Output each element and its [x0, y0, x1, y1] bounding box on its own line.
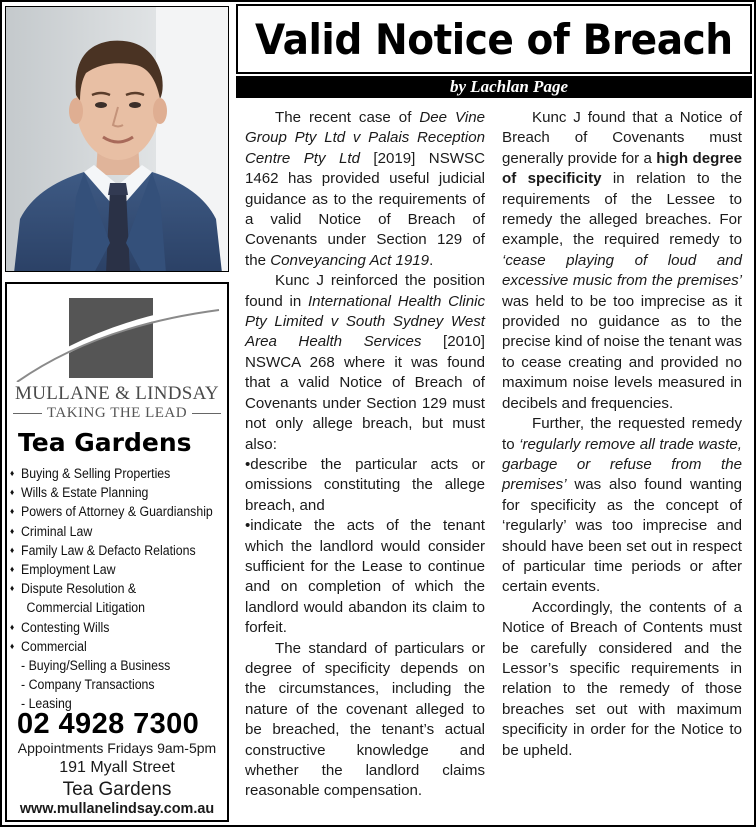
appointment-hours: Appointments Fridays 9am-5pm — [17, 740, 217, 756]
service-item: ♦ Powers of Attorney & Guardianship — [10, 502, 209, 521]
services-list — [10, 464, 226, 714]
tagline-rule-right — [192, 413, 221, 414]
service-item: ♦ Family Law & Defacto Relations — [10, 541, 209, 560]
firm-logo-icon — [7, 292, 227, 382]
case-citation: International Health Clinic Pty Limited v South Sydney West Area Health Services — [245, 292, 485, 351]
town-name: Tea Gardens — [62, 779, 172, 800]
paragraph-4: Kunc J found that a Notice of Breach of Covenants must generally provide for a high degree of specificity in relation to the requirements of the Lessee to remedy the alleged breaches. For example, the required remedy to ‘cease playing of loud and excessive music from the premises’ was held to be too imprecise as it provided no guidance as to the precise kind of noise the tenant was to cease creating and provided no maximum noise levels measured in decibels and frequencies. — [502, 109, 742, 412]
diamond-bullet-icon: ♦ — [10, 640, 15, 651]
paragraph-3: The standard of particulars or degree of specificity depends on the circumstances, including the nature of the covenant alleged to be breached, the tenant’s actual constructive knowledge and whether the landlord claims reasonable compensation. — [245, 639, 485, 800]
article-column-1 — [245, 108, 485, 802]
service-item: ♦ Employment Law — [10, 560, 209, 579]
service-item: ♦ Buying & Selling Properties — [10, 464, 209, 483]
street-address: 191 Myall Street — [59, 759, 175, 776]
author-photo — [5, 6, 229, 272]
headline-box — [236, 4, 752, 74]
service-item: ♦ Wills & Estate Planning — [10, 483, 209, 502]
diamond-bullet-icon: ♦ — [10, 487, 15, 498]
tagline-rule-left — [13, 413, 42, 414]
service-item: ♦ Criminal Law — [10, 522, 209, 541]
paragraph-1: The recent case of Dee Vine Group Pty Ltd v Palais Reception Centre Pty Ltd [2019] NSWSC 1462 has provided useful judicial guidance as to the requirements of a valid Notice of Breach of Covenants under Section 129 of the Conveyancing Act 1919. — [245, 109, 485, 269]
diamond-bullet-icon: ♦ — [10, 525, 15, 536]
quoted-remedy: ‘cease playing of loud and excessive music from the premises’ — [502, 251, 742, 290]
diamond-bullet-icon: ♦ — [10, 506, 15, 517]
service-item: ♦ Contesting Wills — [10, 618, 209, 637]
quoted-remedy: ‘regularly remove all trade waste, garbage or refuse from the premises’ — [502, 435, 742, 494]
bullet-dot-icon: • — [245, 517, 251, 535]
paragraph-6: Accordingly, the contents of a Notice of Breach of Contents must be carefully considered and the Lessor’s specific requirements in relation to the remedy of those breaches set out with maximum specificity in order for the Notice to be upheld. — [502, 598, 742, 759]
emphasis-bold: high degree of specificity — [502, 149, 742, 188]
website-url: www.mullanelindsay.com.au — [19, 801, 215, 817]
diamond-bullet-icon: ♦ — [10, 621, 15, 632]
diamond-bullet-icon: ♦ — [10, 583, 15, 594]
office-location-heading: Tea Gardens — [18, 428, 192, 457]
byline-bar — [236, 76, 752, 98]
paragraph-5: Further, the requested remedy to ‘regularly remove all trade waste, garbage or refuse from the premises’ was also found wanting for specificity as the concept of ‘regularly’ was too imprecise and should have been set out in respect of particular time periods or after certain events. — [502, 415, 742, 596]
bullet-dot-icon: • — [245, 455, 251, 473]
service-subitem: - Buying/Selling a Business — [21, 658, 171, 674]
diamond-bullet-icon: ♦ — [10, 544, 15, 555]
act-citation: Conveyancing Act 1919 — [270, 251, 430, 269]
bullet-item-2: •indicate the acts of the tenant which the landlord would consider sufficient for the Lease to continue and on completion of which the landlord would abandon its claim to forfeit. — [245, 517, 485, 637]
firm-logo — [7, 292, 227, 382]
portrait-photo-icon — [6, 7, 229, 272]
diamond-bullet-icon: ♦ — [10, 564, 15, 575]
case-citation: Dee Vine Group Pty Ltd v Palais Reception Centre Pty Ltd — [245, 109, 485, 167]
service-item: ♦ Commercial — [10, 637, 209, 656]
article-column-2 — [502, 108, 742, 761]
service-item: ♦ Dispute Resolution & — [10, 579, 209, 598]
service-subitem: - Company Transactions — [21, 677, 155, 693]
tagline-row — [13, 405, 221, 422]
law-firm-ad — [5, 282, 229, 822]
phone-number: 02 4928 7300 — [17, 708, 200, 740]
service-item-continued: Commercial Litigation — [26, 600, 146, 616]
paragraph-2: Kunc J reinforced the position found in International Health Clinic Pty Limited v South Sydney West Area Health Services [2010] NSWCA 268 where it was found that a valid Notice of Breach of Covenants under Section 129 must not only allege breach, but must also: — [245, 272, 485, 453]
article-title: Valid Notice of Breach — [255, 14, 733, 64]
firm-tagline: TAKING THE LEAD — [46, 405, 188, 421]
diamond-bullet-icon: ♦ — [10, 468, 15, 478]
service-subitem: - Leasing — [21, 696, 72, 712]
firm-name: MULLANE & LINDSAY — [15, 383, 219, 404]
bullet-item-1: •describe the particular acts or omissions constituting the allege breach, and — [245, 455, 485, 514]
article-byline: by Lachlan Page — [449, 77, 568, 96]
